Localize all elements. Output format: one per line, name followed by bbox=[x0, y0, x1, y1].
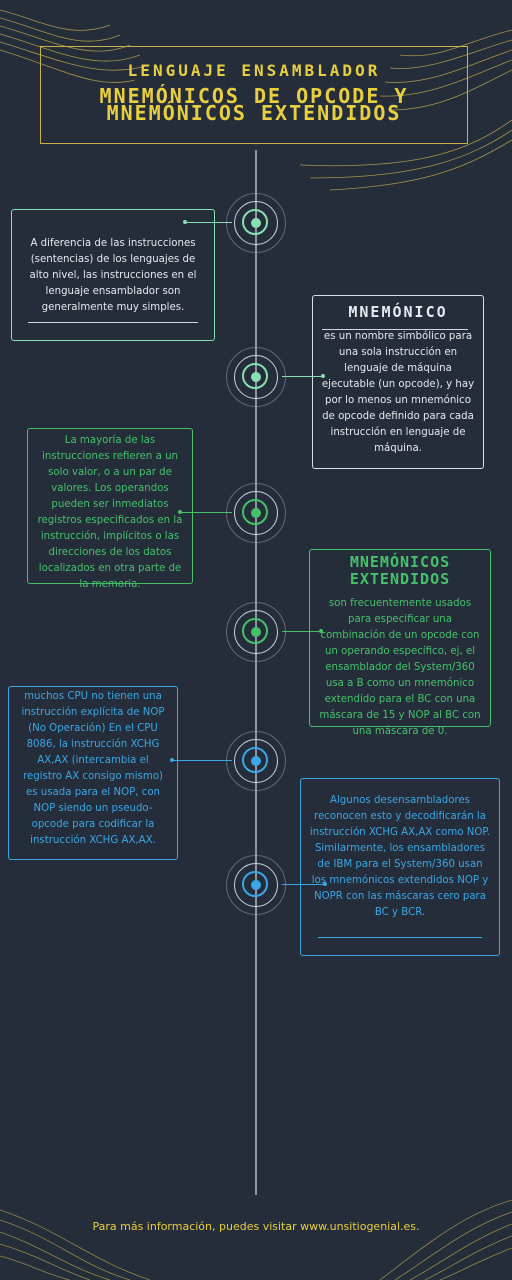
card-intro-text: A diferencia de las instrucciones (sentencias) de los lenguajes de alto nivel, las instrucciones en el lenguaje ensamblador son generalmente muy simples. bbox=[29, 238, 197, 313]
page-title-line2: MNEMÓNICOS EXTENDIDOS bbox=[106, 101, 402, 125]
page-title-line1: MNEMÓNICOS DE OPCODE Y bbox=[99, 84, 409, 108]
footer-text: Para más información, puedes visitar www.unsitiogenial.es. bbox=[92, 1220, 420, 1233]
card-disasm-rule bbox=[318, 937, 482, 938]
card-mnemonic-rule bbox=[322, 329, 468, 330]
card-disasm-text: Algunos desensambladores reconocen esto y decodificarán la instrucción XCHG AX,AX como NOP. Similarmente, los ensambladores de IBM para el System/360 usan los mnemónicos extendidos NOP y NOPR con las máscaras cero para BC y BCR. bbox=[309, 795, 491, 918]
card-extended-text: son frecuentemente usados para especificar una combinación de un opcode con un operando específico, ej, el ensamblador del System/360 usa a B como un mnemónico extendido para el BC con una máscara de 15 y NOP al BC con una máscara de 0. bbox=[319, 598, 481, 737]
card-nop-text: muchos CPU no tienen una instrucción explícita de NOP (No Operación) En el CPU 8086, la instrucción XCHG AX,AX (intercambia el registro AX consigo mismo) es usada para el NOP, con NOP siendo un pseudo-opcode para codificar la instrucción XCHG AX,AX. bbox=[21, 691, 165, 846]
card-intro-rule bbox=[28, 322, 198, 323]
subtitle: LENGUAJE ENSAMBLADOR bbox=[127, 61, 381, 80]
card-extended-title: MNEMÓNICOS EXTENDIDOS bbox=[349, 553, 451, 588]
page-title bbox=[41, 84, 467, 125]
timeline-node-5 bbox=[226, 731, 286, 791]
card-mnemonic bbox=[312, 295, 484, 469]
card-mnemonic-title: MNEMÓNICO bbox=[348, 303, 448, 321]
timeline-node-1 bbox=[226, 193, 286, 253]
card-extended bbox=[309, 549, 491, 737]
connector-5 bbox=[173, 760, 232, 761]
card-operands bbox=[27, 428, 193, 590]
timeline-node-2 bbox=[226, 347, 286, 407]
title-banner bbox=[40, 46, 468, 144]
card-mnemonic-text: es un nombre simbólico para una sola instrucción en lenguaje de máquina ejecutable (un opcode), y hay por lo menos un mnemónico de opcode definido para cada instrucción en lenguaje de máquina. bbox=[321, 331, 475, 454]
card-disasm bbox=[300, 778, 500, 956]
card-nop bbox=[8, 686, 178, 860]
timeline-node-3 bbox=[226, 483, 286, 543]
card-operands-text: La mayoría de las instrucciones refieren a un solo valor, o a un par de valores. Los operandos pueden ser inmediatos registros especificados en la instrucción, implícitos o las direcciones de los datos localizados en otra parte de la memoria. bbox=[37, 435, 183, 590]
timeline-node-6 bbox=[226, 855, 286, 915]
timeline-line bbox=[255, 150, 257, 1195]
timeline-node-4 bbox=[226, 602, 286, 662]
